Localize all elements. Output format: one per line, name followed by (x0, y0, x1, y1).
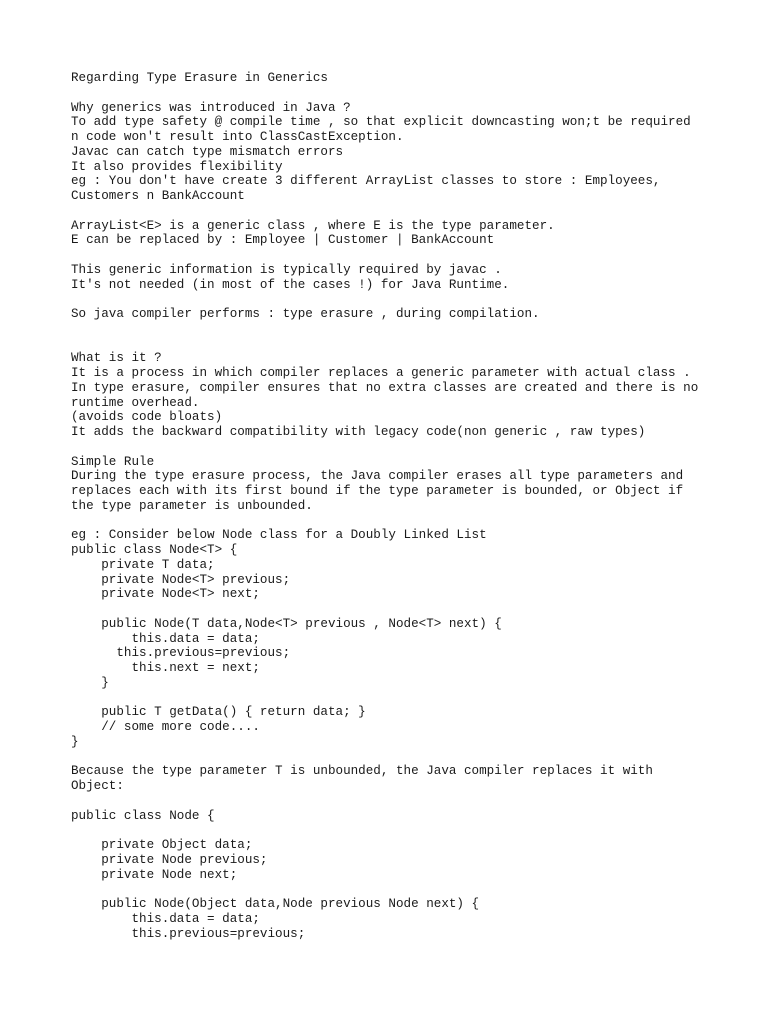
text-line: During the type erasure process, the Java compiler erases all type parameters and (71, 469, 684, 484)
text-line: public Node(T data,Node<T> previous , Node<T> next) { (71, 616, 502, 631)
text-line: public class Node<T> { (71, 543, 238, 557)
text-line: private Node<T> next; (71, 587, 260, 602)
text-line: public class Node { (71, 808, 215, 823)
text-line: n code won't result into ClassCastException. (71, 130, 404, 144)
text-line: It adds the backward compatibility with legacy code(non generic , raw types) (71, 425, 646, 439)
text-line: It is a process in which compiler replaces a generic parameter with actual class . (71, 366, 691, 380)
text-line: Because the type parameter T is unbounded, the Java compiler replaces it with (71, 764, 653, 779)
text-line: runtime overhead. (71, 395, 200, 410)
text-line: } (71, 675, 109, 690)
text-line: private T data; (71, 557, 215, 572)
text-line: In type erasure, compiler ensures that no extra classes are created and there is no (71, 380, 699, 395)
text-line: this.data = data; (71, 911, 260, 926)
text-line: It's not needed (in most of the cases !) for Java Runtime. (71, 277, 510, 292)
document-text (71, 71, 698, 941)
text-line: (avoids code bloats) (71, 410, 223, 425)
text-line: replaces each with its first bound if the type parameter is bounded, or Object if (71, 484, 684, 498)
text-line: Why generics was introduced in Java ? (71, 100, 351, 115)
text-line: public Node(Object data,Node previous Node next) { (71, 897, 480, 911)
text-line: eg : You don't have create 3 different ArrayList classes to store : Employees, (71, 174, 661, 189)
text-line: eg : Consider below Node class for a Doubly Linked List (71, 528, 487, 543)
text-line: this.previous=previous; (71, 926, 306, 941)
text-line: this.data = data; (71, 631, 260, 646)
text-line: // some more code.... (71, 720, 260, 734)
text-line: Customers n BankAccount (71, 189, 245, 203)
text-line: Object: (71, 779, 124, 793)
text-line: private Node next; (71, 867, 238, 882)
text-line: So java compiler performs : type erasure , during compilation. (71, 307, 540, 321)
text-line: To add type safety @ compile time , so that explicit downcasting won;t be required (71, 115, 691, 130)
text-line: Regarding Type Erasure in Generics (71, 71, 328, 85)
text-line: Simple Rule (71, 454, 155, 469)
text-line: E can be replaced by : Employee | Customer | BankAccount (71, 233, 495, 248)
text-line: private Node<T> previous; (71, 572, 291, 587)
text-line: It also provides flexibility (71, 159, 283, 174)
text-line: This generic information is typically required by javac . (71, 262, 502, 277)
text-line: this.next = next; (71, 661, 260, 675)
text-line: the type parameter is unbounded. (71, 498, 313, 513)
text-line: public T getData() { return data; } (71, 705, 366, 720)
text-line: private Object data; (71, 838, 253, 852)
text-line: } (71, 734, 79, 749)
text-line: Javac can catch type mismatch errors (71, 144, 344, 159)
text-line: private Node previous; (71, 852, 268, 867)
text-line: What is it ? (71, 351, 162, 366)
text-line: ArrayList<E> is a generic class , where E is the type parameter. (71, 218, 555, 233)
text-line: this.previous=previous; (71, 646, 291, 661)
